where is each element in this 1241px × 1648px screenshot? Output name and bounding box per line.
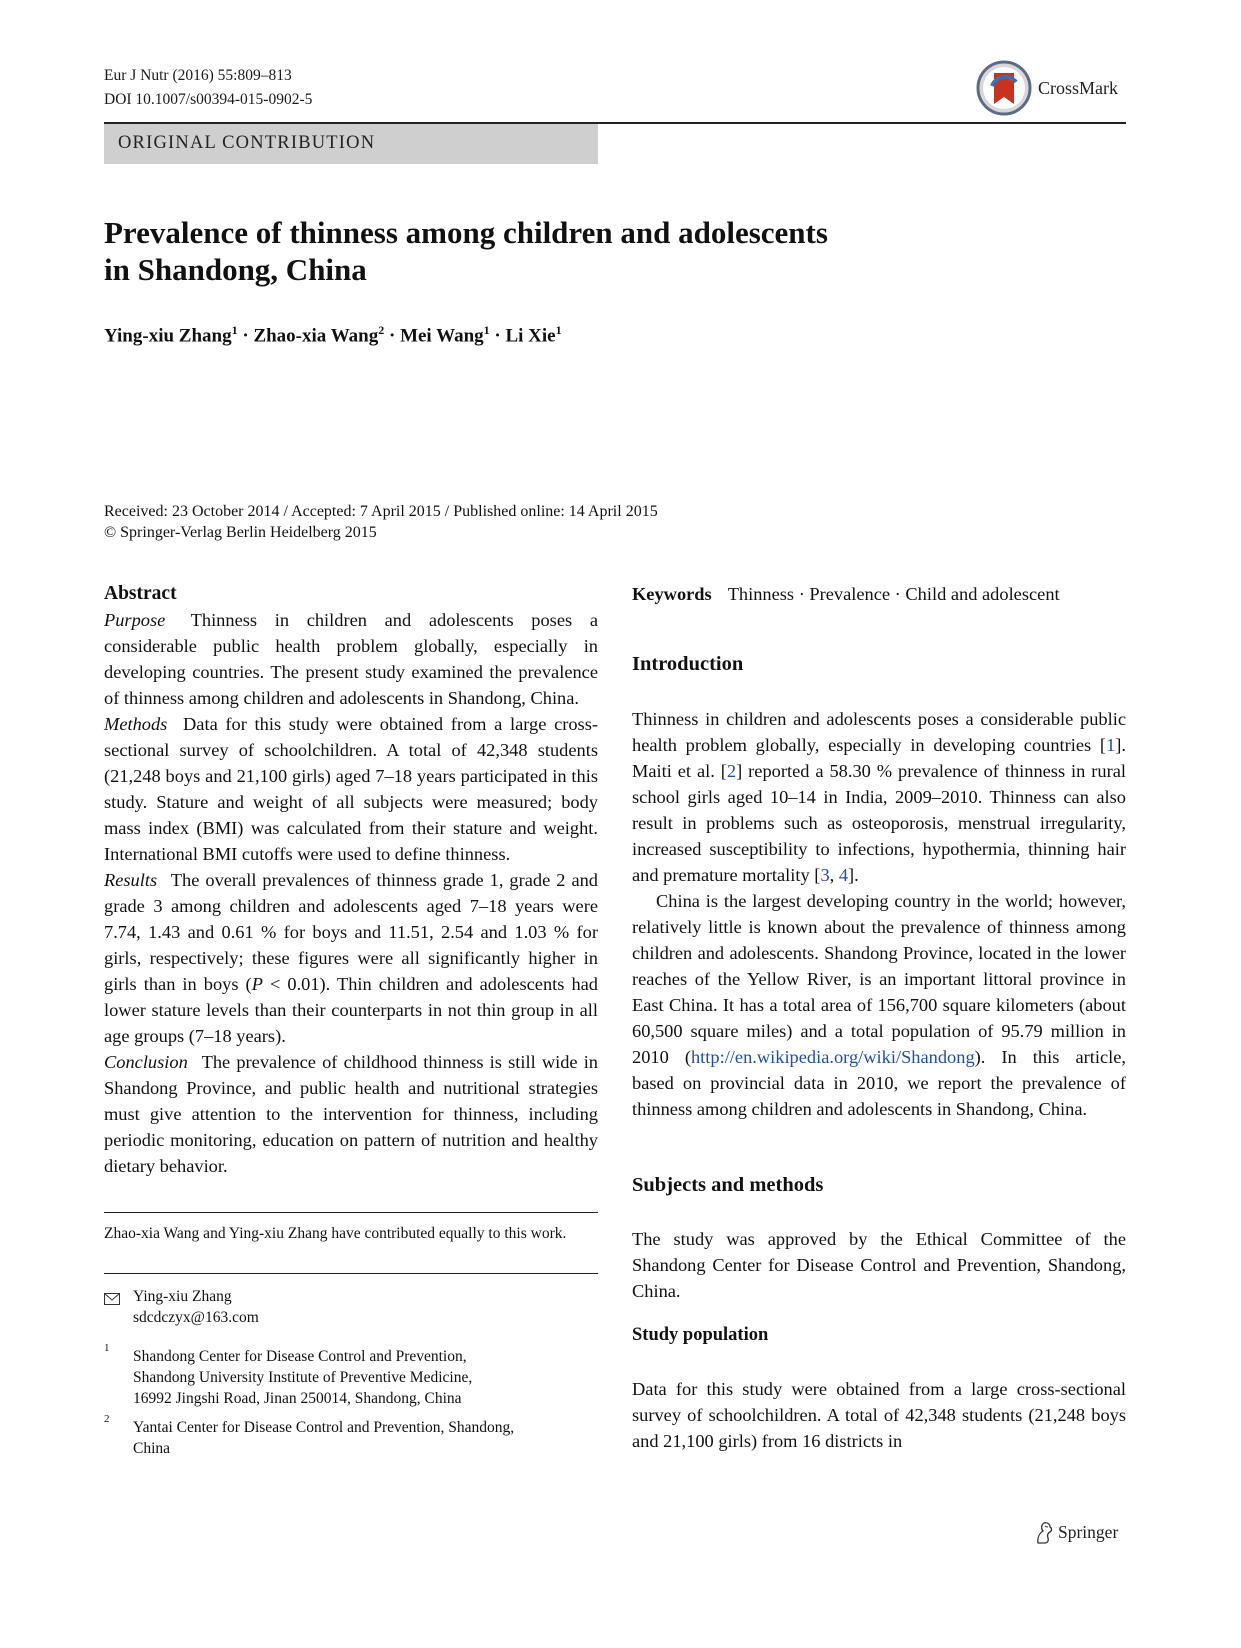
methods-label: Methods — [104, 714, 168, 734]
citation-link[interactable]: 3 — [820, 865, 830, 885]
introduction-paragraph-1 — [632, 706, 1126, 888]
affiliation-line: China — [133, 1440, 171, 1457]
copyright-line: © Springer-Verlag Berlin Heidelberg 2015 — [104, 524, 377, 541]
affiliation-line: Yantai Center for Disease Control and Prevention, Shandong, — [133, 1419, 515, 1436]
article-title — [104, 214, 1004, 288]
received-line: Received: 23 October 2014 / Accepted: 7 April 2015 / Published online: 14 April 2015 — [104, 503, 658, 520]
abstract-results — [104, 867, 598, 1049]
citation-link[interactable]: 2 — [726, 761, 737, 781]
author-affiliation: 2 — [378, 323, 385, 337]
affiliation-2 — [133, 1417, 514, 1459]
intro-text: China is the largest developing country in the world; however, relatively little is known about the prevalence of thinness among children and adolescents. Shandong Province, located in the lower reaches of the Yellow River, is an important littoral province in East China. It has a total area of 156,700 square kilometers (about 60,500 square miles) and a total population of 95.79 million in 2010 ( — [632, 891, 1126, 1067]
citation-link[interactable]: 4 — [838, 865, 849, 885]
doi-line[interactable]: DOI 10.1007/s00394-015-0902-5 — [104, 91, 313, 108]
results-label: Results — [104, 870, 158, 890]
crossmark-label: CrossMark — [1038, 78, 1118, 98]
author-affiliation: 1 — [231, 323, 238, 337]
author-name[interactable]: Zhao-xia Wang — [253, 325, 379, 347]
introduction-heading-wrap — [632, 651, 1126, 677]
affiliation-line: 16992 Jingshi Road, Jinan 250014, Shandong, China — [133, 1390, 462, 1407]
affiliation-number: 2 — [104, 1413, 110, 1425]
keywords-text: Thinness · Prevalence · Child and adolescent — [727, 584, 1060, 604]
study-population-paragraph: Data for this study were obtained from a large cross-sectional survey of schoolchildren. A total of 42,348 students (21,248 boys and 21,100 girls) from 16 districts in — [632, 1379, 1126, 1451]
author-separator: · — [489, 325, 506, 347]
footnote-rule-2 — [104, 1273, 598, 1274]
journal-citation — [104, 64, 312, 112]
subjects-heading: Subjects and methods — [632, 1174, 824, 1196]
intro-text: ] reported a 58.30 % prevalence of thinness in rural school girls aged 10–14 in India, 2009–2010. Thinness can also result in problems such as osteoporosis, menstrual irregularity, increased susceptibility to infections, hypothermia, thinning hair and premature mortality [ — [632, 761, 1126, 885]
results-text-a: The overall prevalences of thinness grade 1, grade 2 and grade 3 among children and adolescents aged 7–18 years were 7.74, 1.43 and 0.61 % for boys and 11.51, 2.54 and 1.03 % for girls, respectively; these figures were all significantly higher in girls than in boys ( — [104, 870, 598, 994]
affiliation-1 — [133, 1346, 472, 1409]
author-separator: · — [237, 325, 254, 347]
springer-horse-icon — [1034, 1521, 1054, 1545]
subjects-paragraph: The study was approved by the Ethical Committee of the Shandong Center for Disease Control and Prevention, Shandong, China. — [632, 1229, 1126, 1301]
wikipedia-link[interactable]: http://en.wikipedia.org/wiki/Shandong — [690, 1047, 975, 1067]
equal-contribution-note: Zhao-xia Wang and Ying-xiu Zhang have contributed equally to this work. — [104, 1225, 567, 1242]
corresponding-email[interactable]: sdcdczyx@163.com — [133, 1309, 259, 1326]
journal-line: Eur J Nutr (2016) 55:809–813 — [104, 67, 292, 84]
footnote-rule — [104, 1212, 598, 1213]
abstract-methods — [104, 711, 598, 867]
introduction-body — [632, 706, 1126, 1122]
intro-text: ]. — [848, 865, 859, 885]
crossmark-icon — [976, 60, 1032, 116]
introduction-heading: Introduction — [632, 653, 744, 675]
purpose-label: Purpose — [104, 610, 166, 630]
crossmark-badge[interactable] — [976, 60, 1126, 120]
study-population-heading: Study population — [632, 1325, 769, 1345]
results-p-symbol: P — [251, 974, 263, 994]
subjects-heading-wrap — [632, 1172, 1126, 1198]
subjects-body — [632, 1226, 1126, 1304]
author-list — [104, 323, 562, 347]
conclusion-text: The prevalence of childhood thinness is still wide in Shandong Province, and public health and nutritional strategies must give attention to the intervention for thinness, including periodic monitoring, education on pattern of nutrition and healthy dietary behavior. — [104, 1052, 599, 1176]
affiliation-line: Shandong Center for Disease Control and Prevention, — [133, 1348, 467, 1365]
abstract-heading: Abstract — [104, 583, 177, 604]
intro-text: , — [829, 865, 839, 885]
publication-dates — [104, 501, 658, 543]
author-affiliation: 1 — [483, 323, 490, 337]
author-name[interactable]: Ying-xiu Zhang — [104, 325, 232, 347]
purpose-text: Thinness in children and adolescents poses a considerable public health problem globally, especially in developing countries. The present study examined the prevalence of thinness among children and adolescents in Shandong, China. — [104, 610, 598, 708]
keywords — [632, 581, 1126, 607]
corresponding-name: Ying-xiu Zhang — [133, 1288, 232, 1305]
study-population-heading-wrap — [632, 1322, 1126, 1348]
springer-label: Springer — [1058, 1522, 1119, 1542]
introduction-paragraph-2 — [632, 888, 1126, 1122]
results-text-b: < 0.01). Thin children and adolescents had lower stature levels than their counterparts in not thin group in all age groups (7–18 years). — [104, 974, 598, 1046]
affiliation-line: Shandong University Institute of Preventive Medicine, — [133, 1369, 473, 1386]
abstract-conclusion — [104, 1049, 598, 1179]
corresponding-author — [133, 1286, 259, 1328]
intro-text: ). In this article, based on provincial data in 2010, we report the prevalence of thinness among children and adolescents in Shandong, China. — [632, 1047, 1126, 1119]
affiliation-number: 1 — [104, 1342, 110, 1354]
title-line-1: Prevalence of thinness among children and adolescents — [104, 215, 828, 250]
section-label: ORIGINAL CONTRIBUTION — [118, 133, 376, 153]
section-label-box — [104, 124, 598, 164]
abstract-purpose — [104, 607, 598, 711]
author-name[interactable]: Mei Wang — [400, 325, 484, 347]
study-population-body — [632, 1376, 1126, 1454]
conclusion-label: Conclusion — [104, 1052, 188, 1072]
intro-text: ]. Maiti et al. [ — [632, 735, 1126, 781]
springer-logo — [1034, 1521, 1134, 1547]
abstract-section — [104, 581, 598, 1179]
author-name[interactable]: Li Xie — [505, 325, 556, 347]
keywords-label: Keywords — [632, 584, 712, 604]
citation-link[interactable]: 1 — [1106, 735, 1116, 755]
email-icon — [104, 1292, 120, 1310]
intro-text: Thinness in children and adolescents poses a considerable public health problem globally, especially in developing countries [ — [632, 709, 1126, 755]
author-separator: · — [384, 325, 401, 347]
title-line-2: in Shandong, China — [104, 252, 367, 287]
methods-text: Data for this study were obtained from a large cross-sectional survey of schoolchildren. A total of 42,348 students (21,248 boys and 21,100 girls) aged 7–18 years participated in this study. Stature and weight of all subjects were measured; body mass index (BMI) was calculated from their stature and weight. International BMI cutoffs were used to define thinness. — [104, 714, 598, 864]
author-affiliation: 1 — [555, 323, 562, 337]
